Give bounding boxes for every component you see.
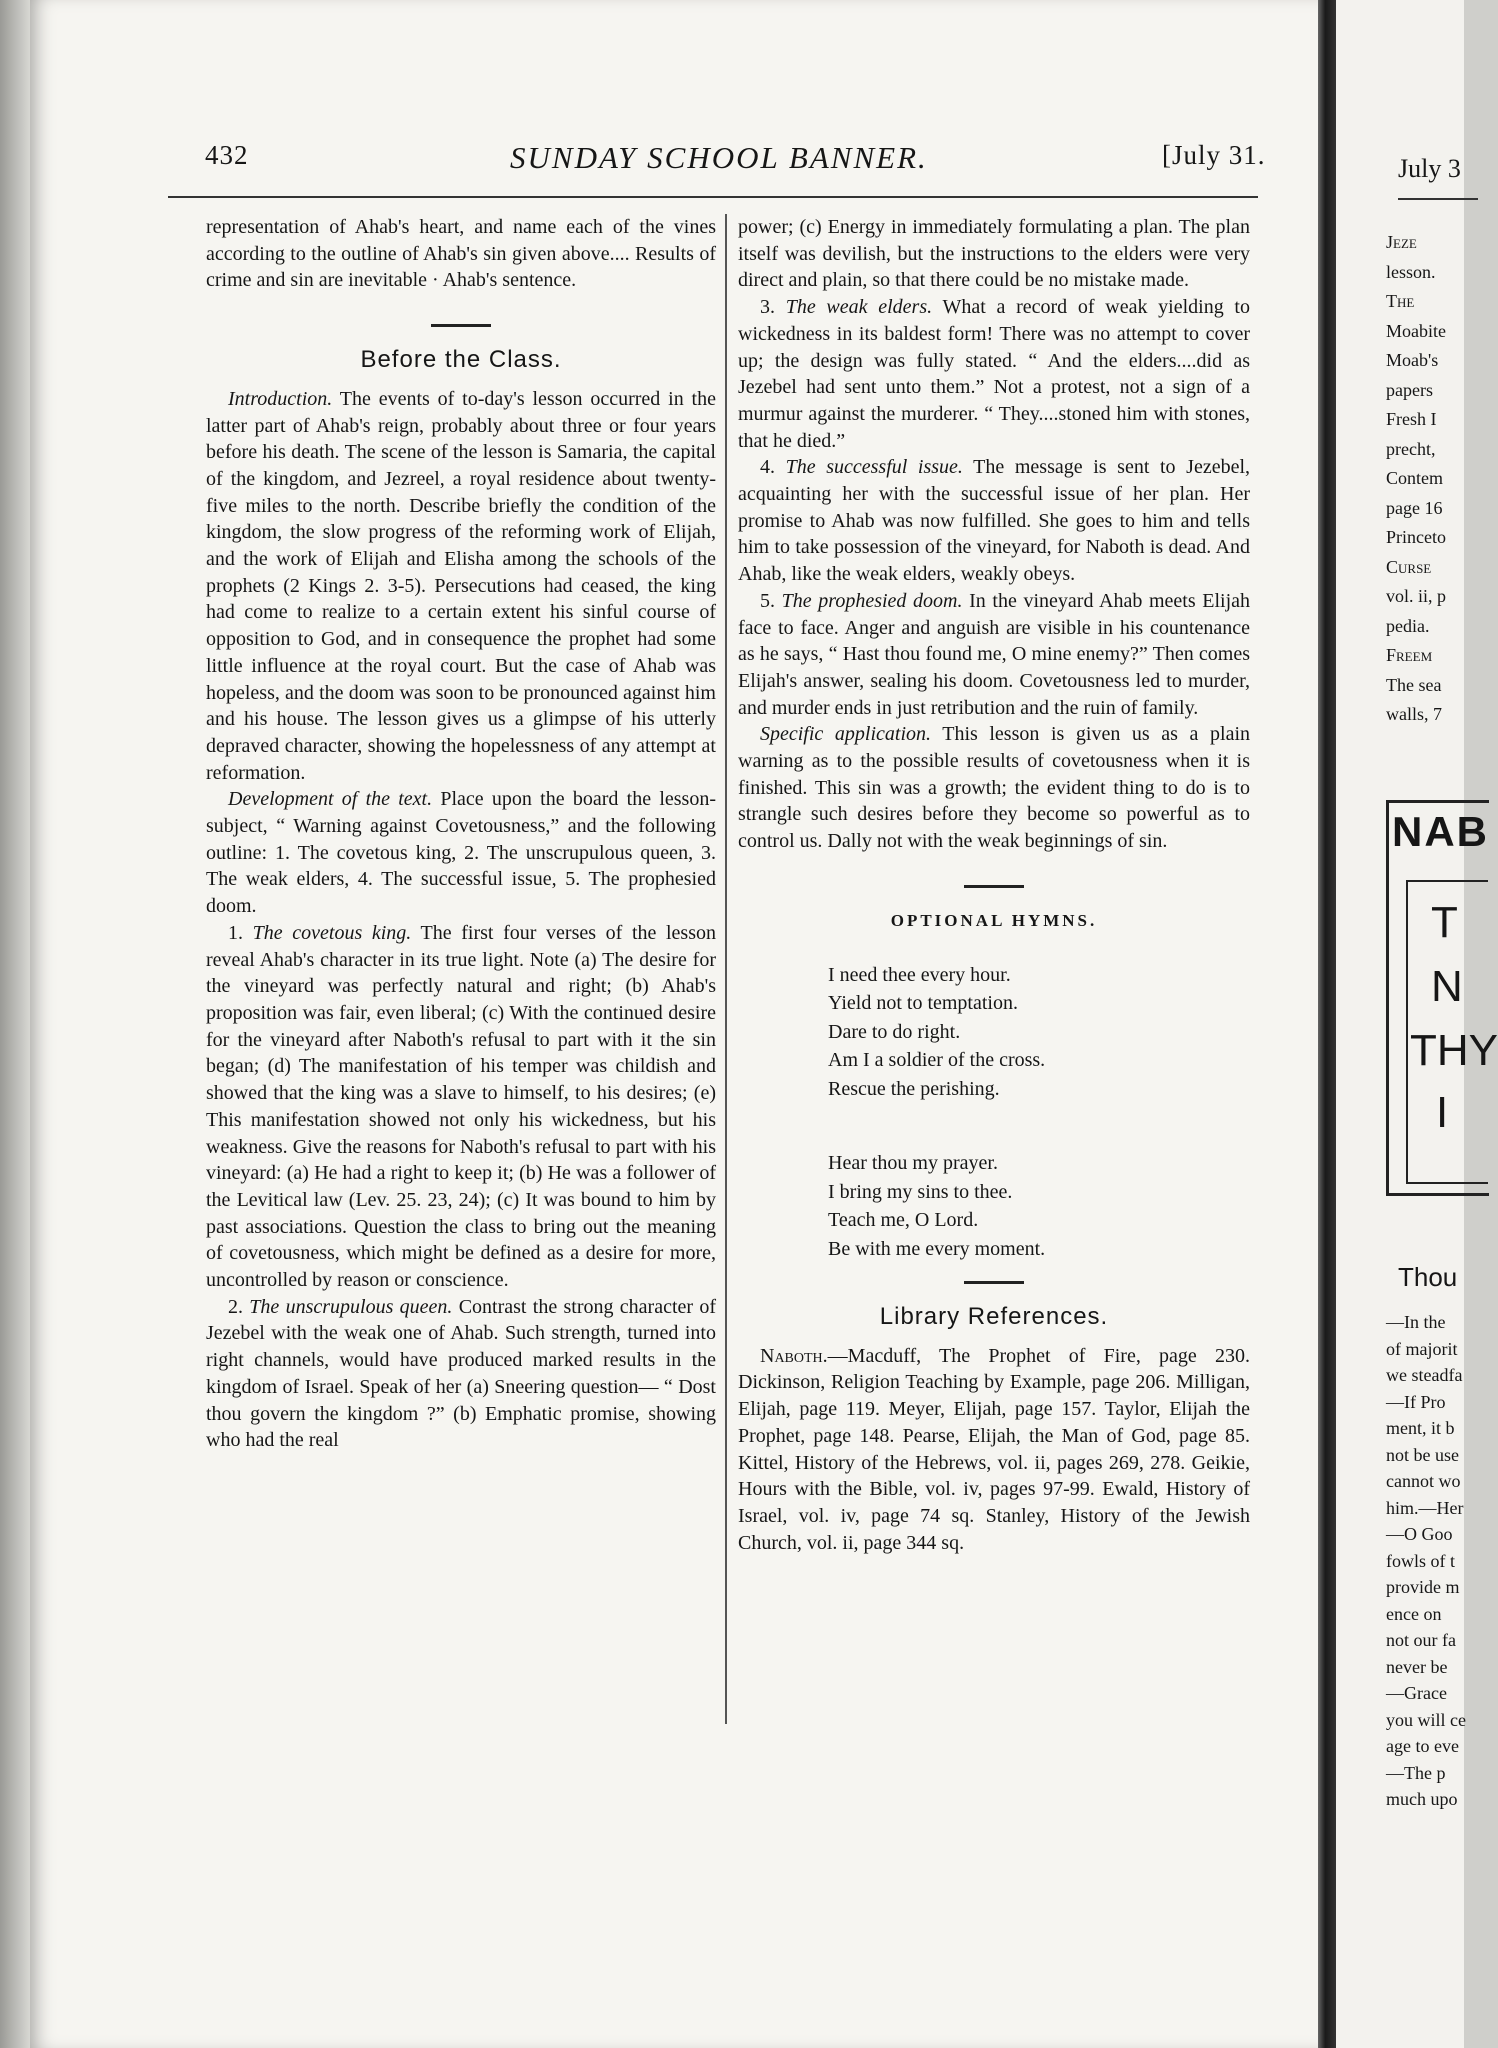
adjacent-box-text: N: [1431, 962, 1463, 1011]
library-entry: [738, 1343, 1250, 1557]
point-number: 2.: [228, 1295, 243, 1318]
section-divider: [964, 885, 1024, 888]
adjacent-line: Moabite: [1386, 320, 1446, 341]
binding-edge: [0, 0, 30, 2048]
entry-label: Naboth.: [760, 1344, 828, 1367]
adjacent-line: —The p: [1386, 1762, 1446, 1783]
adjacent-line: papers: [1386, 379, 1433, 400]
adjacent-page-header: July 3: [1398, 154, 1461, 183]
run-in-label: The weak elders.: [785, 296, 933, 319]
adjacent-line: —If Pro: [1386, 1391, 1446, 1412]
adjacent-line: not be use: [1386, 1444, 1459, 1465]
adjacent-line: ence on: [1386, 1603, 1442, 1624]
adjacent-line: Jeze: [1386, 232, 1417, 252]
section-divider: [431, 324, 491, 327]
section-divider: [964, 1281, 1024, 1284]
adjacent-line: fowls of t: [1386, 1550, 1455, 1571]
paragraph-text: Place upon the board the lesson-subject, “ Warning against Covetousness,” and the following outline: 1. The covetous king, 2. The unscrupulous queen, 3. The weak elders, 4. The successful issue, 5. The prophesied doom.: [206, 788, 716, 918]
paragraph-text: This lesson is given us as a plain warning as to the possible results of covetousness when it is finished. This sin was a growth; the evident thing to do is to strangle such desires before they become so powerful as to control us. Dally not with the weak beginnings of sin.: [738, 723, 1251, 853]
adjacent-line: page 16: [1386, 497, 1443, 518]
adjacent-header-rule: [1398, 198, 1478, 200]
run-in-label: The successful issue.: [785, 456, 963, 479]
hymn-line: I need thee every hour.: [828, 963, 1011, 986]
section-heading-optional-hymns: OPTIONAL HYMNS.: [890, 910, 1098, 930]
adjacent-line: —O Goo: [1386, 1524, 1453, 1544]
hymn-list-1: [828, 961, 1250, 1104]
section-heading-library-references: Library References.: [879, 1303, 1109, 1331]
paragraph-covetous-king: [206, 920, 716, 1294]
paragraph: representation of Ahab's heart, and name each of the vines according to the outline of Ahab's sin given above.... Results of crime and sin are inevitable · Ahab's sentence.: [206, 216, 716, 292]
adjacent-line: ment, it b: [1386, 1418, 1455, 1438]
adjacent-line: never be: [1386, 1656, 1448, 1677]
point-number: 1.: [228, 921, 243, 944]
hymn-line: Am I a soldier of the cross.: [828, 1049, 1046, 1072]
adjacent-line: Fresh I: [1386, 409, 1437, 429]
paragraph-prophesied-doom: [738, 588, 1250, 722]
adjacent-line: walls, 7: [1386, 704, 1442, 724]
adjacent-line: The sea: [1386, 674, 1442, 695]
page-number: 432: [205, 140, 249, 170]
adjacent-line: you will ce: [1386, 1709, 1466, 1730]
run-in-label: The unscrupulous queen.: [249, 1295, 453, 1318]
adjacent-box-text: THY: [1410, 1026, 1498, 1075]
adjacent-line: age to eve: [1386, 1736, 1459, 1756]
adjacent-section-heading: Thou: [1398, 1262, 1458, 1292]
left-column: [206, 214, 716, 1454]
paragraph-unscrupulous-queen: [206, 1294, 716, 1454]
paragraph-text: The events of to-day's lesson occurred in the latter part of Ahab's reign, probably about three or four years before his death. The scene of the lesson is Samaria, the capital of the kingdom, and Jezreel, a royal residence about twenty-five miles to the north. Describe briefly the condition of the kingdom, the slow progress of the reforming work of Elijah, and the work of Elijah and Elisha among the schools of the prophets (2 Kings 2. 3-5). Persecutions had ceased, the king had come to realize to a certain extent his sinful course of opposition to God, and in consequence the prophet had some little influence at the royal court. But the case of Ahab was hopeless, and the doom was soon to be pronounced against him and his house. The lesson gives us a glimpse of his utterly depraved character, showing the hopelessness of any attempt at reformation.: [206, 387, 716, 784]
run-in-label: Introduction.: [228, 387, 333, 410]
hymn-line: Be with me every moment.: [828, 1237, 1046, 1260]
hymn-line: Dare to do right.: [828, 1020, 961, 1043]
section-heading-before-class: Before the Class.: [360, 346, 562, 374]
run-in-label: Development of the text.: [228, 788, 433, 811]
paragraph-successful-issue: [738, 454, 1250, 588]
point-number: 4.: [760, 456, 775, 479]
paragraph-text: What a record of weak yielding to wickedness in its baldest form! There was no attempt to cover up; the design was fully stated. “ And the elders....did as Jezebel had sent unto them.” Not a protest, not a sign of a murmur against the murderer. “ They....stoned him with stones, that he died.”: [738, 296, 1250, 452]
run-in-label: The prophesied doom.: [781, 589, 963, 612]
header-rule: [168, 196, 1258, 198]
adjacent-page: [1336, 0, 1498, 2048]
adjacent-line: Freem: [1386, 645, 1433, 665]
adjacent-line: vol. ii, p: [1386, 586, 1447, 606]
point-number: 3.: [760, 296, 775, 319]
paragraph-introduction: [206, 386, 716, 787]
adjacent-box-text: T: [1431, 898, 1458, 947]
hymn-line: Rescue the perishing.: [828, 1077, 1000, 1100]
point-number: 5.: [760, 589, 775, 612]
hymn-list-2: [828, 1149, 1250, 1263]
adjacent-line: we steadfa: [1386, 1365, 1463, 1385]
adjacent-box-title: NAB: [1392, 808, 1489, 855]
adjacent-line: Moab's: [1386, 350, 1439, 370]
adjacent-line: of majorit: [1386, 1338, 1458, 1359]
hymn-line: I bring my sins to thee.: [828, 1180, 1013, 1203]
adjacent-line: pedia.: [1386, 615, 1430, 636]
paragraph-text: The first four verses of the lesson reveal Ahab's character in its true light. Note (a) The desire for the vineyard was perfectly natural and right; (b) Ahab's proposition was fair, even liberal; (c) With the continued desire for the vineyard after Naboth's refusal to part with it the sin began; (d) The manifestation of his temper was childish and showed that the king was a slave to himself, to his desires; (e) This manifestation showed not only his wickedness, but his weakness. Give the reasons for Naboth's refusal to part with his vineyard: (a) He had a right to keep it; (b) He was a follower of the Levitical law (Lev. 25. 23, 24); (c) It was bound to him by past associations. Question the class to bring out the meaning of covetousness, which might be defined as a desire for more, uncontrolled by reason or conscience.: [206, 921, 716, 1292]
run-in-label: The covetous king.: [252, 921, 412, 944]
right-column: [738, 214, 1250, 1556]
adjacent-line: —In the: [1386, 1312, 1446, 1332]
run-in-label: Specific application.: [760, 723, 931, 746]
adjacent-line: precht,: [1386, 438, 1436, 459]
running-title: SUNDAY SCHOOL BANNER.: [510, 140, 928, 175]
entry-text: —Macduff, The Prophet of Fire, page 230. Dickinson, Religion Teaching by Example, page 206. Milligan, Elijah, page 119. Meyer, Elijah, page 157. Taylor, Elijah the Prophet, page 148. Pearse, Elijah, the Man of God, page 85. Kittel, History of the Hebrews, vol. ii, pages 269, 278. Geikie, Hours with the Bible, vol. iv, pages 97-99. Ewald, History of Israel, vol. iv, page 74 sq. Stanley, History of the Jewish Church, vol. ii, page 344 sq.: [738, 1344, 1250, 1554]
adjacent-line: cannot wo: [1386, 1471, 1461, 1491]
hymn-line: Yield not to temptation.: [828, 992, 1018, 1015]
running-date: [July 31.: [1162, 140, 1266, 170]
adjacent-line: him.—Her: [1386, 1497, 1464, 1518]
paragraph: power; (c) Energy in immediately formulating a plan. The plan itself was devilish, but the instructions to the elders were very direct and plain, so that there could be no mistake made.: [738, 216, 1250, 292]
paragraph-text: The message is sent to Jezebel, acquainting her with the successful issue of her plan. Her promise to Ahab was now fulfilled. She goes to him and tells him to take possession of the vineyard, for Naboth is dead. And Ahab, like the weak elders, weakly obeys.: [738, 456, 1251, 586]
book-spine: [1318, 0, 1336, 2048]
paragraph-text: Contrast the strong character of Jezebel with the weak one of Ahab. Such strength, turned into right channels, would have produced marked results in the kingdom of Israel. Speak of her (a) Sneering question— “ Dost thou govern the kingdom ?” (b) Emphatic promise, showing who had the real: [206, 1295, 716, 1452]
adjacent-line: not our fa: [1386, 1630, 1456, 1650]
adjacent-line: Contem: [1386, 468, 1443, 488]
hymn-line: Hear thou my prayer.: [828, 1152, 998, 1175]
adjacent-line: Curse: [1386, 556, 1432, 577]
paragraph-specific-application: [738, 721, 1250, 855]
adjacent-line: —Grace: [1386, 1683, 1447, 1703]
adjacent-line: lesson.: [1386, 261, 1436, 282]
paragraph-text: In the vineyard Ahab meets Elijah face to face. Anger and anguish are visible in his countenance as he says, “ Hast thou found me, O mine enemy?” Then comes Elijah's answer, sealing his doom. Covetousness led to murder, and murder ends in just retribution and the ruin of family.: [738, 589, 1251, 719]
adjacent-line: provide m: [1386, 1577, 1460, 1597]
paragraph-development: [206, 786, 716, 920]
adjacent-line: Princeto: [1386, 527, 1446, 547]
adjacent-line: much upo: [1386, 1789, 1458, 1809]
adjacent-box-text: I: [1436, 1088, 1449, 1137]
column-divider: [725, 214, 727, 1724]
hymn-line: Teach me, O Lord.: [828, 1209, 979, 1232]
paragraph-weak-elders: [738, 294, 1250, 454]
adjacent-line: The: [1386, 291, 1415, 311]
